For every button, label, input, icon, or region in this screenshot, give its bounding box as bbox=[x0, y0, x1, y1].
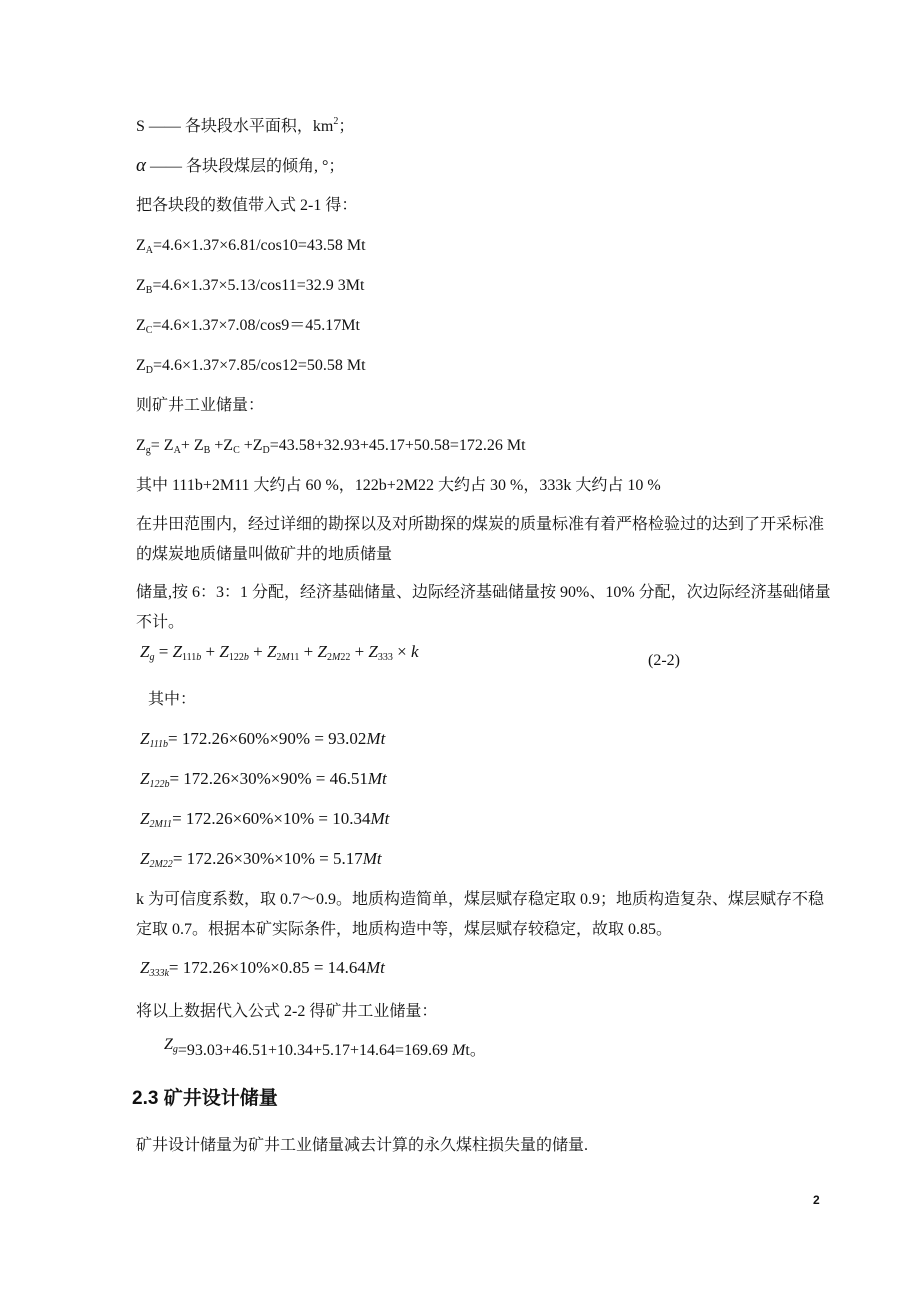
block-eq-a: $Z_A=4.6\times 1.37\times 6.81/\cos 10=43.58$ Mt bbox=[136, 237, 366, 256]
equation-2-2: $Z_g = Z_{111b} + Z_{122b} + Z_{2M11} + Z_{2M22} + Z_{333} \times k$ bbox=[140, 642, 419, 663]
substitute-line: 把各块段的数值带入式 2-1 得： bbox=[136, 197, 358, 214]
block-expr-a: =4.6×1.37×6.81/cos10=43.58 Mt bbox=[153, 237, 366, 254]
final-expr: =93.03+46.51+10.34+5.17+14.64=169.69 bbox=[177, 1042, 453, 1059]
km-squared-sup: 2 bbox=[333, 116, 339, 127]
block-expr-b: =4.6×1.37×5.13/cos11=32.9 3Mt bbox=[152, 277, 365, 294]
block-expr-d: =4.6×1.37×7.85/cos12=50.58 Mt bbox=[153, 357, 366, 374]
sub-eq-122b: $Z_{122b}= 172.26\times 30\%\times 90\% = 46.51Mt$ bbox=[140, 769, 387, 790]
block-eq-d: $Z_D=4.6\times 1.37\times 7.85/\cos 12=50.58$ Mt bbox=[136, 357, 366, 376]
z333-equation: $Z_{333k}= 172.26\times 10\%\times 0.85 = 14.64Mt$ bbox=[140, 958, 385, 979]
zg-sum-expr: =43.58+32.93+45.17+50.58=172.26 Mt bbox=[269, 437, 526, 454]
block-sub-c: C bbox=[145, 325, 153, 336]
allocation-paragraph: 储量,按 6：3：1 分配，经济基础储量、边际经济基础储量按 90%、10% 分配，次边际经济基础储量不计。 bbox=[136, 584, 831, 631]
among-label: 其中： bbox=[148, 691, 197, 708]
zg-sum-equation: $Z_g= Z_A+ Z_B +Z_C +Z_D=43.58+32.93+45.17+50.58=172.26$ Mt bbox=[136, 437, 526, 456]
block-sub-d: D bbox=[145, 365, 154, 376]
equation-number: (2-2) bbox=[648, 652, 680, 669]
design-paragraph: 矿井设计储量为矿井工业储量减去计算的永久煤柱损失量的储量. bbox=[136, 1137, 589, 1154]
geo-reserve-paragraph bbox=[136, 510, 836, 570]
block-sub-b: B bbox=[145, 285, 153, 296]
alpha-symbol: α bbox=[136, 155, 146, 176]
final-unit: M bbox=[452, 1042, 466, 1059]
section-heading: 2.3 矿井设计储量 bbox=[132, 1088, 278, 1109]
geo-reserve-text: 在井田范围内，经过详细的勘探以及对所勘探的煤炭的质量标准有着严格检验过的达到了开采标准的煤炭地质储量叫做矿井的地质储量 bbox=[136, 516, 825, 563]
sub-eq-2m11: $Z_{2M11}= 172.26\times 60\%\times 10\% = 10.34Mt$ bbox=[140, 809, 390, 830]
s-definition bbox=[136, 117, 354, 137]
industrial-label: 则矿井工业储量： bbox=[136, 397, 265, 414]
ratio-line: 其中 111b+2M11 大约占 60 %，122b+2M22 大约占 30 %，333k 大约占 10 % bbox=[136, 477, 661, 494]
final-equation: $Z_g=93.03+46.51+10.34+5.17+14.64=169.69$ Mt。 bbox=[164, 1036, 486, 1059]
sub-eq-111b: $Z_{111b}= 172.26\times 60\%\times 90\% = 93.02Mt$ bbox=[140, 729, 386, 750]
s-definition-text: S —— 各块段水平面积，km bbox=[136, 118, 334, 135]
block-eq-c: $Z_C=4.6\times 1.37\times 7.08/\cos 9=45.17Mt$ bbox=[136, 317, 360, 336]
substitute2-line: 将以上数据代入公式 2-2 得矿井工业储量： bbox=[136, 1003, 438, 1020]
alpha-definition-text: —— 各块段煤层的倾角, °； bbox=[149, 158, 345, 175]
final-end: t。 bbox=[465, 1042, 486, 1059]
sub-eq-2m22: $Z_{2M22}= 172.26\times 30\%\times 10\% = 5.17Mt$ bbox=[140, 849, 382, 870]
alpha-definition bbox=[136, 156, 344, 177]
k-coefficient-paragraph: k 为可信度系数，取 0.7～0.9。地质构造简单，煤层赋存稳定取 0.9；地质构造复杂、煤层赋存不稳定取 0.7。根据本矿实际条件，地质构造中等，煤层赋存较稳定，故取 0.85。 bbox=[136, 891, 825, 938]
block-expr-c: =4.6×1.37×7.08/cos9＝45.17Mt bbox=[152, 317, 360, 334]
block-eq-b: $Z_B=4.6\times 1.37\times 5.13/\cos 11=32.9$ 3Mt bbox=[136, 277, 365, 296]
s-definition-end: ； bbox=[338, 118, 355, 135]
page-number: 2 bbox=[813, 1193, 820, 1207]
block-sub-a: A bbox=[145, 245, 154, 256]
